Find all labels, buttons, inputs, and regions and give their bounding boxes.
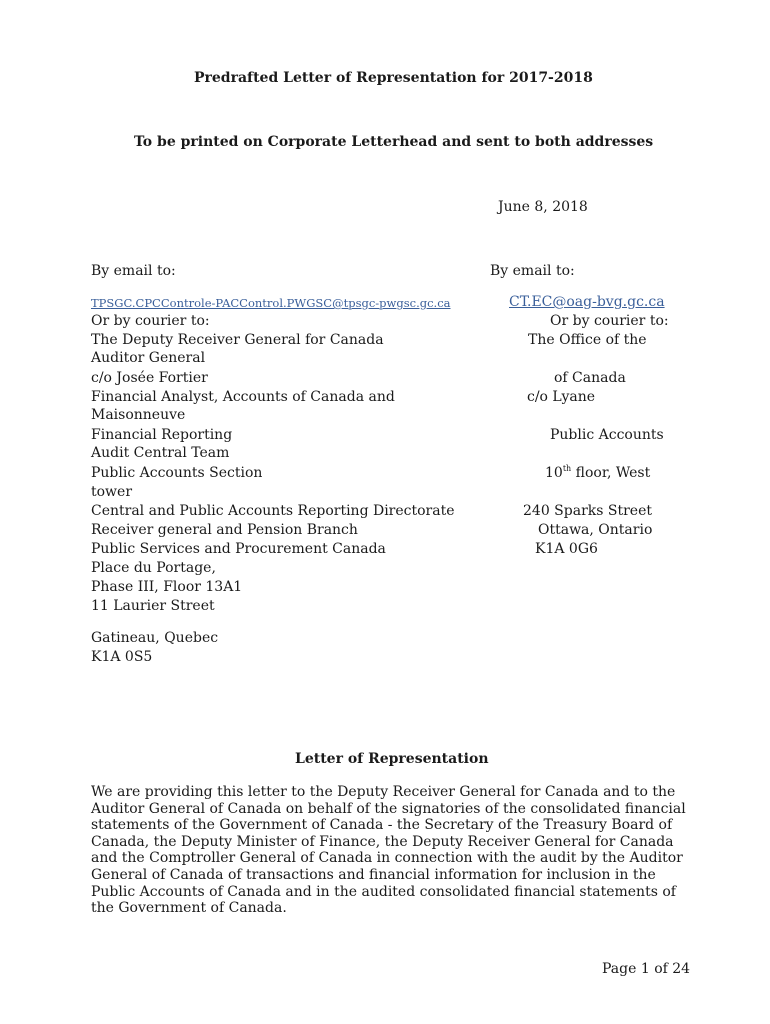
- left-address-line: Auditor General: [91, 350, 206, 366]
- left-postal-code: K1A 0S5: [91, 649, 153, 665]
- right-address-line: The Office of the: [528, 332, 647, 348]
- left-email-link[interactable]: TPSGC.CPCControle-PACControl.PWGSC@tpsgc-pwgsc.gc.ca: [91, 296, 451, 310]
- left-address-line: c/o Josée Fortier: [91, 370, 208, 386]
- left-address-line: The Deputy Receiver General for Canada: [91, 332, 384, 348]
- letter-date: June 8, 2018: [498, 199, 588, 215]
- left-address-line: Financial Analyst, Accounts of Canada and: [91, 389, 395, 405]
- floor-superscript: th: [562, 464, 572, 473]
- left-city: Gatineau, Quebec: [91, 630, 219, 646]
- right-courier-label: Or by courier to:: [550, 313, 669, 329]
- left-address-line: Or by courier to:: [91, 313, 210, 329]
- right-floor-line: [545, 464, 650, 483]
- floor-rest: floor, West: [571, 465, 651, 481]
- left-address-line: Phase III, Floor 13A1: [91, 579, 243, 595]
- section-heading: Letter of Representation: [295, 751, 489, 767]
- left-address-line: Public Services and Procurement Canada: [91, 541, 386, 557]
- left-address-line: Financial Reporting: [91, 427, 233, 443]
- right-address-line: of Canada: [554, 370, 626, 386]
- left-address-line: Place du Portage,: [91, 560, 216, 576]
- right-city: Ottawa, Ontario: [538, 522, 653, 538]
- left-address-line: Central and Public Accounts Reporting Directorate: [91, 503, 455, 519]
- left-address-line: Receiver general and Pension Branch: [91, 522, 358, 538]
- left-address-line: Maisonneuve: [91, 407, 186, 423]
- right-email-label: By email to:: [490, 263, 575, 279]
- right-email-link[interactable]: CT.EC@oag-bvg.gc.ca: [509, 294, 665, 310]
- left-address-line: 11 Laurier Street: [91, 598, 215, 614]
- body-paragraph: We are providing this letter to the Deputy Receiver General for Canada and to the Auditor General of Canada on behalf of the signatories of the consolidated financial statements of the Government of Canada - the Secretary of the Treasury Board of Canada, the Deputy Minister of Finance, the Deputy Receiver General for Canada and the Comptroller General of Canada in connection with the audit by the Auditor General of Canada of transactions and financial information for inclusion in the Public Accounts of Canada and in the audited consolidated financial statements of the Government of Canada.: [91, 784, 686, 917]
- right-street: 240 Sparks Street: [523, 503, 652, 519]
- right-address-line: Public Accounts: [550, 427, 664, 443]
- document-subtitle: To be printed on Corporate Letterhead and sent to both addresses: [134, 134, 654, 150]
- left-address-line: Audit Central Team: [91, 445, 230, 461]
- left-address-line: tower: [91, 484, 133, 500]
- right-address-line: c/o Lyane: [527, 389, 596, 405]
- floor-number: 10: [545, 465, 563, 481]
- left-address-line: Public Accounts Section: [91, 465, 263, 481]
- page-number: Page 1 of 24: [602, 961, 691, 977]
- right-postal-code: K1A 0G6: [535, 541, 598, 557]
- left-email-label: By email to:: [91, 263, 176, 279]
- document-title: Predrafted Letter of Representation for 2017-2018: [194, 70, 593, 86]
